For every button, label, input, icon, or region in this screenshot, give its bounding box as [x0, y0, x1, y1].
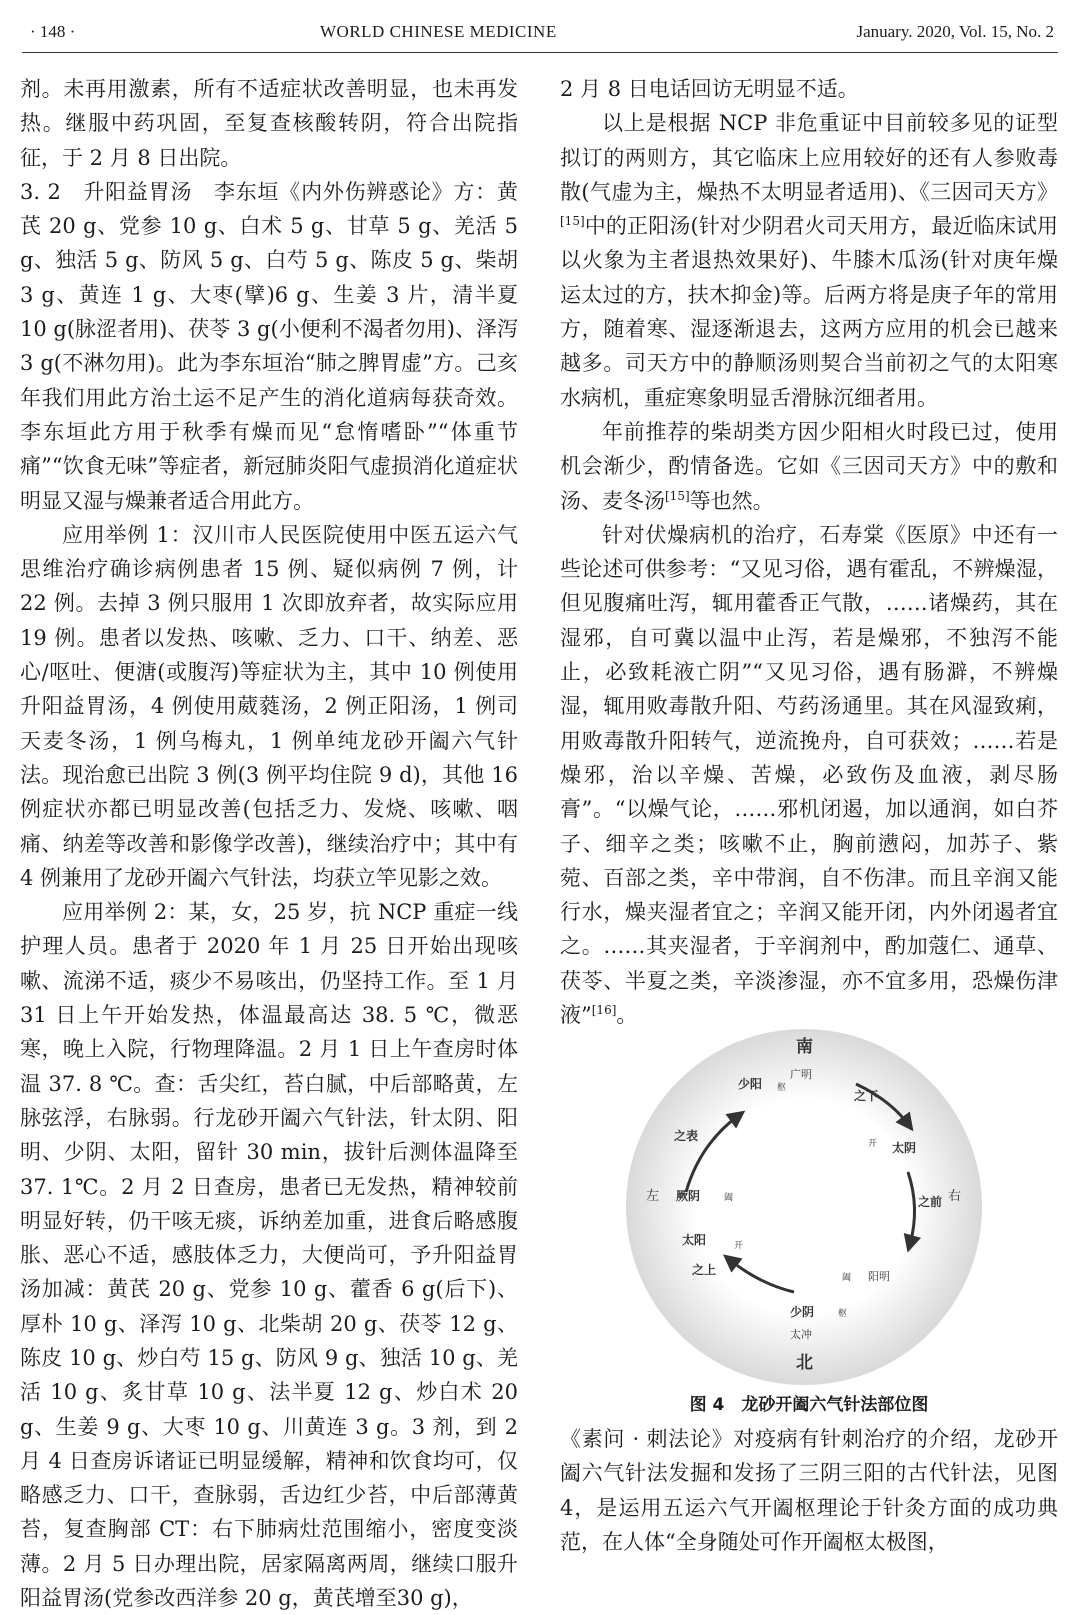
- figure-caption: 图 4 龙砂开阖六气针法部位图: [689, 1395, 929, 1415]
- paragraph: 应用举例 2：某，女，25 岁，抗 NCP 重症一线护理人员。患者于 2020 年 1 月 25 日开始出现咳嗽、流涕不适，痰少不易咳出，仍坚持工作。至 1 月 31 日上午开始发热，体温最高达 38. 5 ℃，微恶寒，晚上入院，行物理降温。2 月 1 日上午查房时体温 37. 8 ℃。查：舌尖红，苔白腻，中后部略黄，左脉弦浮，右脉弱。行龙砂开阖六气针法，针太阴、阳明、少阴、太阳，留针 30 min，拔针后测体温降至 37. 1℃。2 月 2 日查房，患者已无发热，精神较前明显好转，仍干咳无痰，诉纳差加重，进食后略感腹胀、恶心不适，感肢体乏力，大便尚可，予升阳益胃汤加减：黄芪 20 g、党参 10 g、藿香 6 g(后下)、厚朴 10 g、泽泻 10 g、北柴胡 20 g、茯苓 12 g、陈皮 10 g、炒白芍 15 g、防风 9 g、独活 10 g、羌活 10 g、炙甘草 10 g、法半夏 12 g、炒白术 20 g、生姜 9 g、大枣 10 g、川黄连 3 g。3 剂，到 2 月 4 日查房诉诸证已明显缓解，精神和饮食均可，仅略感乏力、口干，查脉弱，舌边红少苔，中后部薄黄苔，复查胸部 CT：右下肺病灶范围缩小，密度变淡薄。2 月 5 日办理出院，居家隔离两周，继续口服升阳益胃汤(党参改西洋参 20 g，黄芪增至30 g)，: [20, 900, 518, 1611]
- label-shaoyang: 少阳: [738, 1077, 763, 1091]
- label-he-right: 阖: [842, 1273, 852, 1283]
- label-yangming: 阳明: [868, 1270, 890, 1283]
- label-shu-bottom: 枢: [838, 1309, 848, 1319]
- figure-4: [618, 1022, 990, 1392]
- label-south: 南: [796, 1037, 813, 1057]
- six-qi-diagram: [618, 1022, 990, 1392]
- label-taiyang: 太阳: [682, 1233, 707, 1247]
- page-number: · 148 ·: [30, 22, 76, 41]
- citation: [16]: [591, 1003, 617, 1018]
- label-kai-left: 开: [734, 1241, 744, 1251]
- paragraph: 应用举例 1：汉川市人民医院使用中医五运六气思维治疗确诊病例患者 15 例、疑似病例 7 例，计 22 例。去掉 3 例只服用 1 次即放弃者，故实际应用 19 例。患者以发热、咳嗽、乏力、口干、纳差、恶心/呕吐、便溏(或腹泻)等症状为主，其中 10 例使用升阳益胃汤，4 例使用葳蕤汤，2 例正阳汤，1 例司天麦冬汤，1 例乌梅丸，1 例单纯龙砂开阖六气针法。现治愈已出院 3 例(3 例平均住院 9 d)，其他 16 例症状亦都已明显改善(包括乏力、发烧、咳嗽、咽痛、纳差等改善和影像学改善)，继续治疗中；其中有 4 例兼用了龙砂开阖六气针法，均获立竿见影之效。: [20, 522, 518, 890]
- label-zhishang: 之上: [692, 1263, 717, 1277]
- paragraph: 剂。未再用激素，所有不适症状改善明显，也未再发热。继服中药巩固，至复查核酸转阴，符合出院指征，于 2 月 8 日出院。: [20, 77, 518, 170]
- label-shaoyin: 少阴: [790, 1305, 815, 1319]
- issue-info: January. 2020, Vol. 15, No. 2: [856, 22, 1054, 41]
- label-taichong: 太冲: [790, 1328, 812, 1341]
- label-zhibiao: 之表: [674, 1129, 699, 1143]
- section-heading-paragraph: 3. 2 升阳益胃汤 李东垣《内外伤辨惑论》方：黄芪 20 g、党参 10 g、白术 5 g、甘草 5 g、羌活 5 g、独活 5 g、防风 5 g、白芍 5 g、陈皮 5 g、柴胡 3 g、黄连 1 g、大枣(擘)6 g、生姜 3 片，清半夏 10 g(脉涩者用)、茯苓 3 g(小便利不渴者勿用)、泽泻 3 g(不淋勿用)。此为李东垣治“肺之脾胃虚”方。己亥年我们用此方治土运不足产生的消化道病每获奇效。李东垣此方用于秋季有燥而见“怠惰嗜卧”“体重节痛”“饮食无味”等症者，新冠肺炎阳气虚损消化道症状明显又湿与燥兼者适合用此方。: [20, 179, 518, 513]
- text-run: 针对伏燥病机的治疗，石寿棠《医原》中还有一些论述可供参考：“又见习俗，遇有霍乱，不辨燥湿，但见腹痛吐泻，辄用藿香正气散，……诸燥药，其在湿邪，自可冀以温中止泻，若是燥邪，不独泻不能止，必致耗液亡阴”“又见习俗，遇有肠澼，不辨燥湿，辄用败毒散升阳、芍药汤通里。其在风湿致痢，用败毒散升阳转气，逆流挽舟，自可获效；……若是燥邪，治以辛燥、苦燥，必致伤及血液，剥尽肠膏”。“以燥气论，……邪机闭遏，加以通润，如白芥子、细辛之类；咳嗽不止，胸前懑闷，加苏子、紫菀、百部之类，辛中带润，自不伤津。而且辛润又能行水，燥夹湿者宜之；辛润又能开闭，内外闭遏者宜之。……其夹湿者，于辛润剂中，酌加蔻仁、通草、茯苓、半夏之类，辛淡渗湿，亦不宜多用，恐燥伤津液”: [560, 522, 1058, 1028]
- label-left: 左: [646, 1189, 660, 1204]
- label-north: 北: [796, 1353, 813, 1373]
- text-run: 中的正阳汤(针对少阴君火司天用方，最近临床试用以火象为主者退热效果好)、牛膝木瓜汤(针对庚年燥运太过的方，扶木抑金)等。后两方将是庚子年的常用方，随着寒、湿逐渐退去，这两方应用的机会已越来越多。司天方中的静顺汤则契合当前初之气的太阳寒水病机，重症寒象明显舌滑脉沉细者用。: [560, 214, 1058, 410]
- right-column: [560, 72, 1058, 1032]
- closing-paragraph-block: [560, 1422, 1058, 1559]
- citation: [15]: [665, 488, 690, 503]
- label-shu-top: 枢: [777, 1083, 787, 1093]
- left-column: [20, 72, 518, 1615]
- label-zhiqian: 之前: [918, 1195, 943, 1209]
- label-he-left: 阖: [724, 1193, 734, 1203]
- label-zhixia: 之下: [854, 1089, 879, 1103]
- paragraph: 2 月 8 日电话回访无明显不适。: [560, 77, 859, 101]
- text-run: 等也然。: [689, 488, 774, 513]
- journal-name: WORLD CHINESE MEDICINE: [320, 22, 557, 41]
- paragraph: [560, 106, 1058, 415]
- citation: [15]: [560, 214, 585, 229]
- label-taiyin: 太阴: [892, 1141, 917, 1155]
- paragraph: 《素问 · 刺法论》对疫病有针刺治疗的介绍，龙砂开阖六气针法发掘和发扬了三阴三阳的古代针法，见图 4，是运用五运六气开阖枢理论于针灸方面的成功典范，在人体“全身随处可作开阖枢太极图，: [560, 1427, 1058, 1554]
- text-run: 。: [616, 1003, 638, 1028]
- paragraph: [560, 415, 1058, 518]
- paragraph: [560, 518, 1058, 1032]
- label-jueyin: 厥阴: [676, 1189, 701, 1203]
- label-right: 右: [948, 1189, 962, 1204]
- label-kai-right: 开: [868, 1139, 878, 1149]
- running-header: [22, 12, 1058, 53]
- label-guangming: 广明: [790, 1068, 812, 1081]
- text-run: 以上是根据 NCP 非危重证中目前较多见的证型拟订的两则方，其它临床上应用较好的还有人参败毒散(气虚为主，燥热不太明显者适用)、《三因司天方》: [560, 111, 1058, 204]
- text-run: 年前推荐的柴胡类方因少阳相火时段已过，使用机会渐少，酌情备选。它如《三因司天方》中的敷和汤、麦冬汤: [560, 419, 1058, 513]
